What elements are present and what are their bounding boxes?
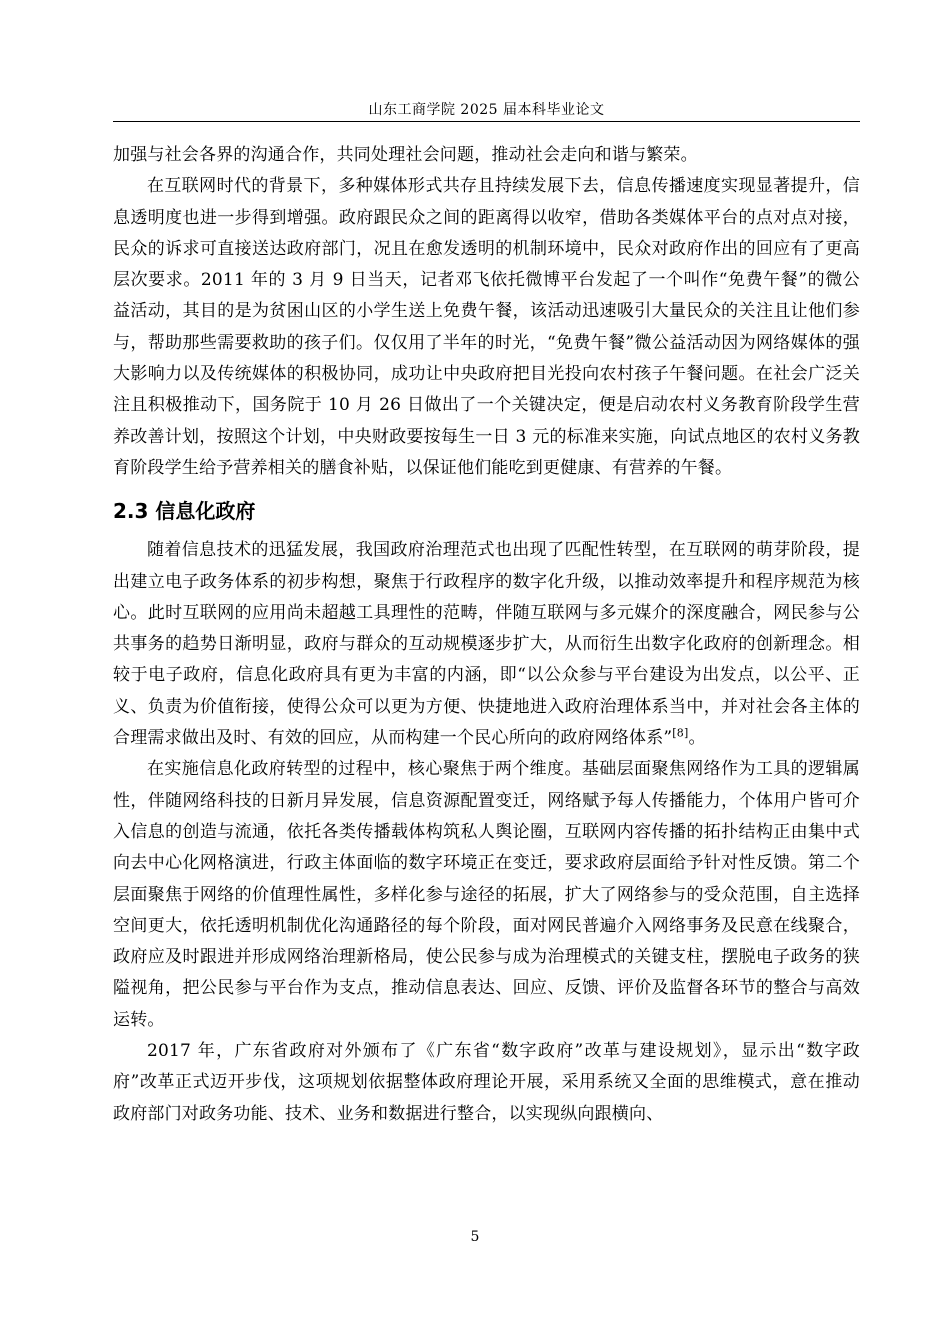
body-paragraph: 2017 年，广东省政府对外颁布了《广东省“数字政府”改革与建设规划》，显示出“数字政府”改革正式迈开步伐，这项规划依据整体政府理论开展，采用系统又全面的思维模式，意在推动政府部门对政务功能、技术、业务和数据进行整合，以实现纵向跟横向、	[113, 1041, 860, 1124]
body-paragraph: 在实施信息化政府转型的过程中，核心聚焦于两个维度。基础层面聚焦网络作为工具的逻辑属性，伴随网络科技的日新月异发展，信息资源配置变迁，网络赋予每人传播能力，个体用户皆可介入信息的创造与流通，依托各类传播载体构筑私人舆论圈，互联网内容传播的拓扑结构正由集中式向去中心化网格演进，行政主体面临的数字环境正在变迁，要求政府层面给予针对性反馈。第二个层面聚焦于网络的价值理性属性，多样化参与途径的拓展，扩大了网络参与的受众范围，自主选择空间更大，依托透明机制优化沟通路径的每个阶段，面对网民普遍介入网络事务及民意在线聚合，政府应及时跟进并形成网络治理新格局，使公民参与成为治理模式的关键支柱，摆脱电子政务的狭隘视角，把公民参与平台作为支点，推动信息表达、回应、反馈、评价及监督各环节的整合与高效运转。	[113, 759, 860, 1030]
citation-reference[interactable]: [8]	[672, 726, 689, 740]
page-number: 5	[470, 1229, 480, 1245]
paragraph-end-punctuation: 。	[688, 728, 706, 749]
body-paragraph: 在互联网时代的背景下，多种媒体形式共存且持续发展下去，信息传播速度实现显著提升，信息透明度也进一步得到增强。政府跟民众之间的距离得以收窄，借助各类媒体平台的点对点对接，民众的诉求可直接送达政府部门，况且在愈发透明的机制环境中，民众对政府作出的回应有了更高层次要求。2011 年的 3 月 9 日当天，记者邓飞依托微博平台发起了一个叫作“免费午餐”的微公益活动，其目的是为贫困山区的小学生送上免费午餐，该活动迅速吸引大量民众的关注且让他们参与，帮助那些需要救助的孩子们。仅仅用了半年的时光，“免费午餐”微公益活动因为网络媒体的强大影响力以及传统媒体的积极协同，成功让中央政府把目光投向农村孩子午餐问题。在社会广泛关注且积极推动下，国务院于 10 月 26 日做出了一个关键决定，便是启动农村义务教育阶段学生营养改善计划，按照这个计划，中央财政要按每生一日 3 元的标准来实施，向试点地区的农村义务教育阶段学生给予营养相关的膳食补贴，以保证他们能吃到更健康、有营养的午餐。	[113, 176, 860, 478]
body-paragraph-continued: 加强与社会各界的沟通合作，共同处理社会问题，推动社会走向和谐与繁荣。	[113, 145, 698, 165]
header-rule	[113, 121, 860, 122]
section-heading: 2.3 信息化政府	[113, 499, 256, 524]
page-body	[113, 140, 860, 1130]
body-paragraph	[113, 535, 860, 754]
paragraph-text: 随着信息技术的迅猛发展，我国政府治理范式也出现了匹配性转型，在互联网的萌芽阶段，提出建立电子政务体系的初步构想，聚焦于行政程序的数字化升级，以推动效率提升和程序规范为核心。此时互联网的应用尚未超越工具理性的范畴，伴随互联网与多元媒介的深度融合，网民参与公共事务的趋势日渐明显，政府与群众的互动规模逐步扩大，从而衍生出数字化政府的创新理念。相较于电子政府，信息化政府具有更为丰富的内涵，即“以公众参与平台建设为出发点，以公平、正义、负责为价值衔接，使得公众可以更为方便、快捷地进入政府治理体系当中，并对社会各主体的合理需求做出及时、有效的回应，从而构建一个民心所向的政府网络体系”	[113, 540, 860, 749]
running-header: 山东工商学院 2025 届本科毕业论文	[368, 102, 605, 118]
